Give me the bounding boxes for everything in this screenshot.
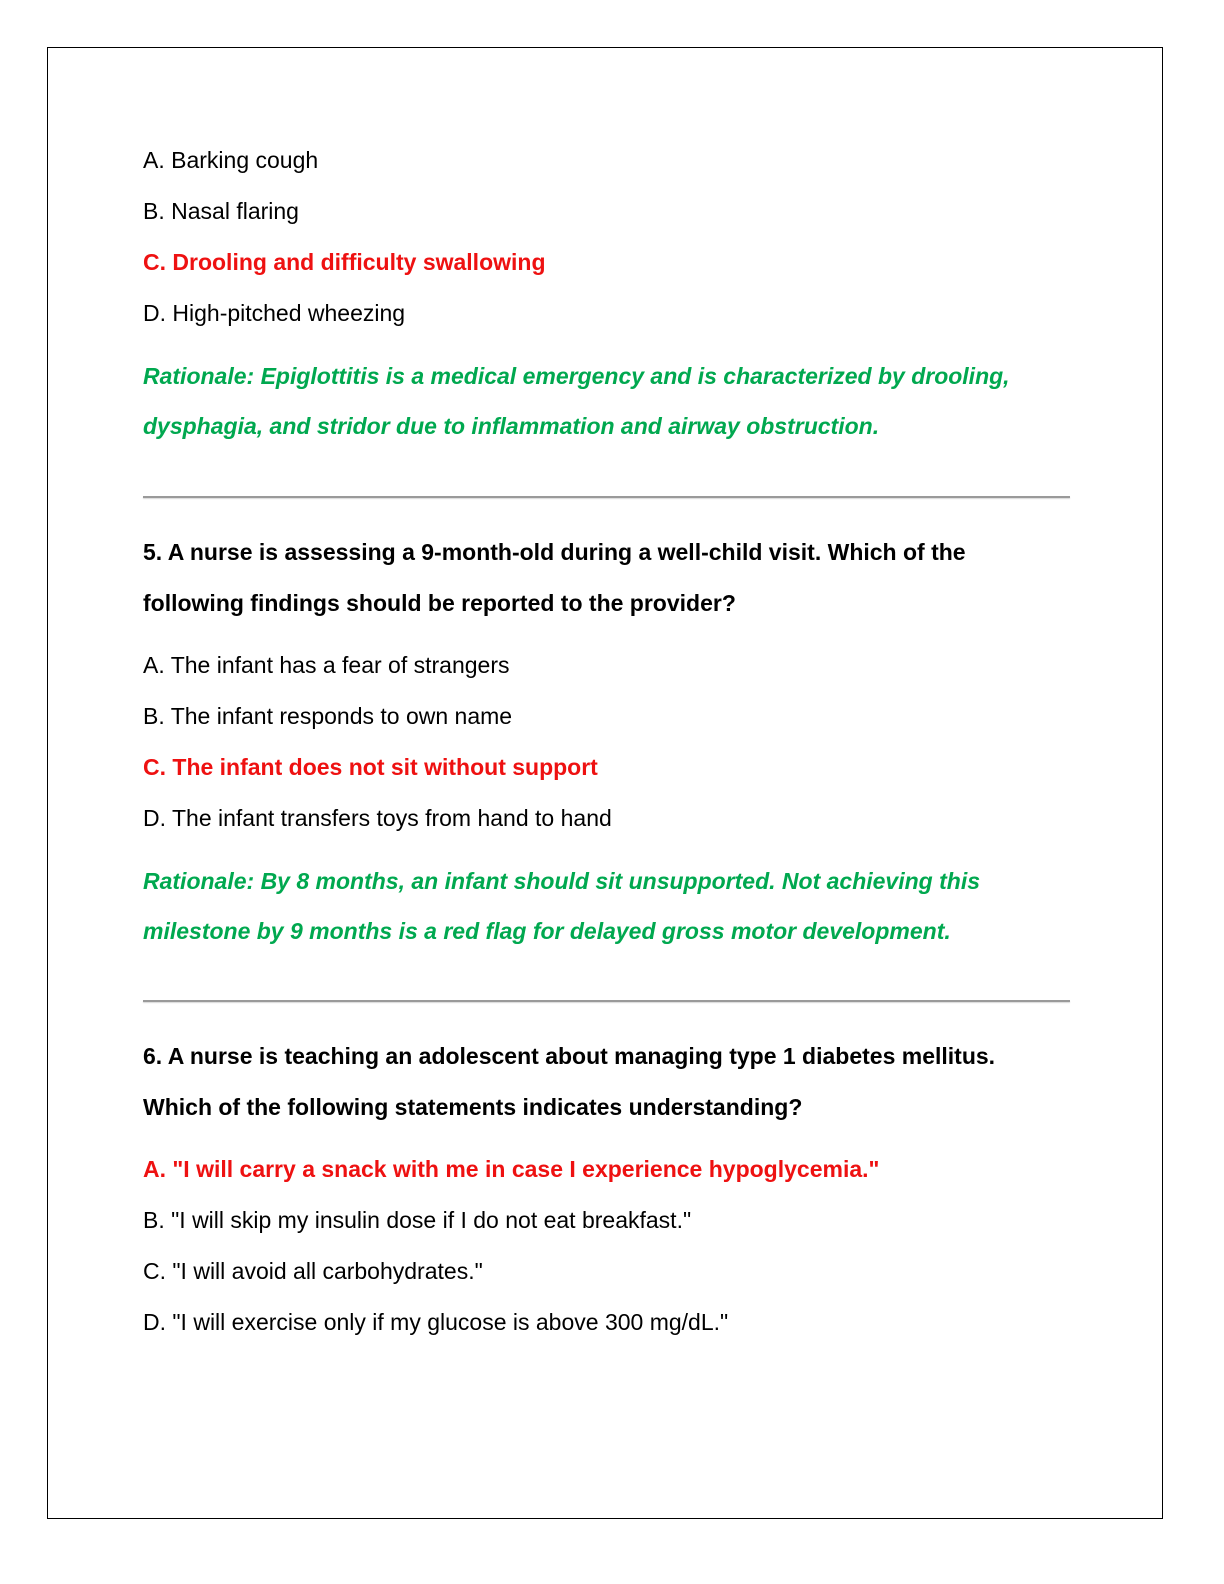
q6-question-line-1: 6. A nurse is teaching an adolescent about managing type 1 diabetes mellitus.	[143, 1043, 996, 1069]
q6-option-d: D. "I will exercise only if my glucose is above 300 mg/dL."	[143, 1309, 729, 1335]
q4-option-c-correct: C. Drooling and difficulty swallowing	[143, 249, 546, 275]
q5-option-a: A. The infant has a fear of strangers	[143, 652, 510, 678]
q5-rationale-line-1: Rationale: By 8 months, an infant should sit unsupported. Not achieving this	[143, 868, 980, 894]
q4-option-d: D. High-pitched wheezing	[143, 300, 406, 326]
q6-option-a-correct: A. "I will carry a snack with me in case I experience hypoglycemia."	[143, 1156, 880, 1182]
q6-option-c: C. "I will avoid all carbohydrates."	[143, 1258, 483, 1284]
q5-rationale-line-2: milestone by 9 months is a red flag for delayed gross motor development.	[143, 918, 951, 944]
q4-option-a: A. Barking cough	[143, 147, 319, 173]
q5-question-line-2: following findings should be reported to the provider?	[143, 590, 736, 616]
q5-option-b: B. The infant responds to own name	[143, 703, 513, 729]
q4-rationale-line-2: dysphagia, and stridor due to inflammation and airway obstruction.	[143, 413, 880, 439]
q5-question-line-1: 5. A nurse is assessing a 9-month-old during a well-child visit. Which of the	[143, 539, 966, 565]
q4-rationale-line-1: Rationale: Epiglottitis is a medical emergency and is characterized by drooling,	[143, 363, 1010, 389]
section-divider	[143, 1000, 1070, 1002]
section-divider	[143, 496, 1070, 498]
q6-question-line-2: Which of the following statements indicates understanding?	[143, 1094, 803, 1120]
q4-option-b: B. Nasal flaring	[143, 198, 299, 224]
q6-option-b: B. "I will skip my insulin dose if I do not eat breakfast."	[143, 1207, 692, 1233]
q5-option-c-correct: C. The infant does not sit without support	[143, 754, 598, 780]
q5-option-d: D. The infant transfers toys from hand to hand	[143, 805, 612, 831]
